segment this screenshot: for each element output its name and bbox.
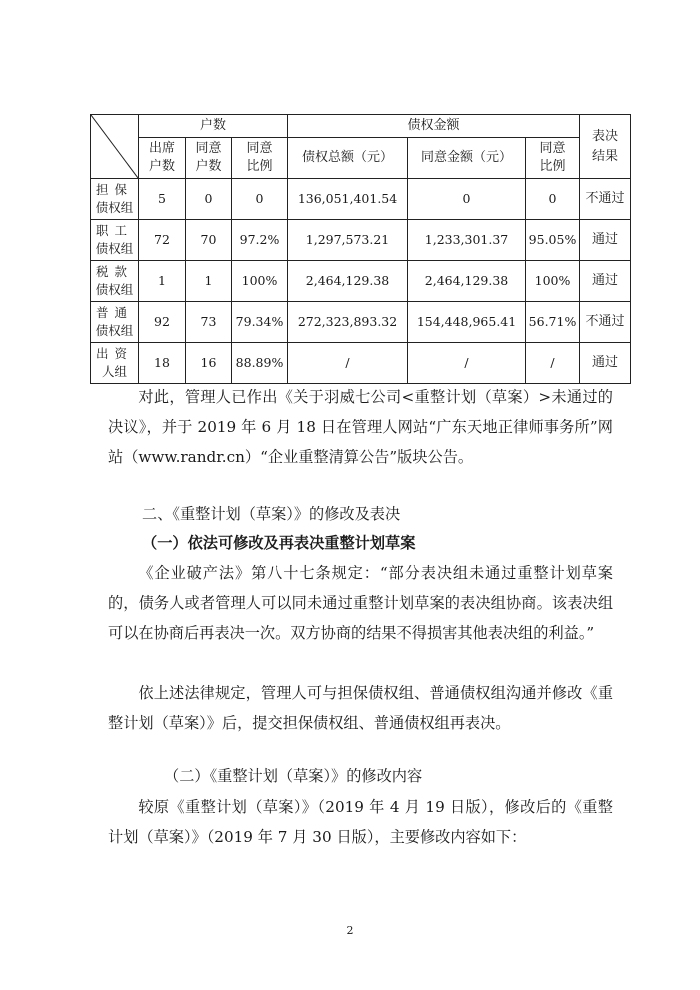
table-row: [91, 261, 631, 302]
present-households-header-text: 出席户数: [148, 141, 175, 174]
total-cell: 136,051,401.54: [288, 179, 408, 220]
agreed-cell: 0: [186, 179, 232, 220]
agreed-amount-cell: 0: [408, 179, 526, 220]
amount-ratio-cell: 95.05%: [526, 220, 580, 261]
present-cell: 92: [139, 302, 186, 343]
subsection-heading-2: （二）《重整计划（草案）》的修改内容: [164, 767, 423, 785]
agreed-amount-cell: 1,233,301.37: [408, 220, 526, 261]
claim-total-header: 债权总额（元）: [288, 138, 408, 179]
result-header: [580, 115, 631, 179]
ratio-cell: 79.34%: [232, 302, 288, 343]
total-cell: 272,323,893.32: [288, 302, 408, 343]
present-cell: 1: [139, 261, 186, 302]
ratio-cell: 100%: [232, 261, 288, 302]
present-households-header: [139, 138, 186, 179]
agreed-households-header-text: 同意户数: [195, 141, 222, 174]
paragraph-revision-plan: 依上述法律规定，管理人可与担保债权组、普通债权组沟通并修改《重整计划（草案）》后，提交担保债权组、普通债权组再表决。: [108, 684, 613, 732]
amount-ratio-cell: /: [526, 343, 580, 384]
group-name-line1: 担保: [95, 182, 133, 197]
group-name-line1: 普通: [95, 305, 133, 320]
total-cell: 2,464,129.38: [288, 261, 408, 302]
ratio-cell: 97.2%: [232, 220, 288, 261]
agreed-households-header: [186, 138, 232, 179]
present-cell: 5: [139, 179, 186, 220]
amount-ratio-header: [526, 138, 580, 179]
group-name-line2: 人组: [101, 364, 127, 379]
group-name-line1: 税款: [95, 264, 133, 279]
agreed-amount-cell: 2,464,129.38: [408, 261, 526, 302]
agreed-cell: 1: [186, 261, 232, 302]
group-cell: [91, 220, 139, 261]
household-count-header: 户数: [139, 115, 288, 138]
agreed-cell: 73: [186, 302, 232, 343]
group-cell: [91, 179, 139, 220]
group-cell: [91, 343, 139, 384]
group-name-line2: 债权组: [95, 200, 134, 215]
group-name-line1: 出资: [95, 346, 133, 361]
total-cell: /: [288, 343, 408, 384]
paragraph-announcement: 对此，管理人已作出《关于羽威七公司<重整计划（草案）>未通过的决议》，并于 2019 年 6 月 18 日在管理人网站“广东天地正律师事务所”网站（www.randr.cn）“企业重整清算公告”版块公告。: [108, 388, 613, 466]
agreed-amount-cell: 154,448,965.41: [408, 302, 526, 343]
result-cell: 通过: [580, 261, 631, 302]
household-ratio-header-text: 同意比例: [246, 141, 273, 174]
group-name-line1: 职工: [95, 223, 133, 238]
vote-result-table: [90, 114, 631, 384]
table-row: [91, 179, 631, 220]
amount-ratio-cell: 0: [526, 179, 580, 220]
group-name-line2: 债权组: [95, 282, 134, 297]
agreed-amount-header: 同意金额（元）: [408, 138, 526, 179]
result-cell: 不通过: [580, 302, 631, 343]
page-number: 2: [346, 924, 354, 937]
amount-ratio-header-text: 同意比例: [539, 141, 566, 174]
agreed-cell: 70: [186, 220, 232, 261]
present-cell: 72: [139, 220, 186, 261]
table-row: [91, 220, 631, 261]
subsection-heading-1: （一）依法可修改及再表决重整计划草案: [142, 534, 416, 552]
agreed-amount-cell: /: [408, 343, 526, 384]
ratio-cell: 88.89%: [232, 343, 288, 384]
claim-amount-header: 债权金额: [288, 115, 580, 138]
section-heading: 二、《重整计划（草案）》的修改及表决: [142, 505, 401, 523]
total-cell: 1,297,573.21: [288, 220, 408, 261]
agreed-cell: 16: [186, 343, 232, 384]
table-row: [91, 302, 631, 343]
table-row: [91, 343, 631, 384]
group-cell: [91, 302, 139, 343]
result-cell: 不通过: [580, 179, 631, 220]
result-header-text: 表决结果: [592, 128, 619, 164]
present-cell: 18: [139, 343, 186, 384]
ratio-cell: 0: [232, 179, 288, 220]
result-cell: 通过: [580, 220, 631, 261]
result-cell: 通过: [580, 343, 631, 384]
paragraph-revision-content: 较原《重整计划（草案）》（2019 年 4 月 19 日版），修改后的《重整计划（草案）》（2019 年 7 月 30 日版），主要修改内容如下：: [108, 798, 613, 846]
amount-ratio-cell: 56.71%: [526, 302, 580, 343]
group-name-line2: 债权组: [95, 323, 134, 338]
paragraph-law-article: 《企业破产法》第八十七条规定：“部分表决组未通过重整计划草案的，债务人或者管理人可以同未通过重整计划草案的表决组协商。该表决组可以在协商后再表决一次。双方协商的结果不得损害其他表决组的利益。”: [108, 564, 613, 642]
amount-ratio-cell: 100%: [526, 261, 580, 302]
household-ratio-header: [232, 138, 288, 179]
group-name-line2: 债权组: [95, 241, 134, 256]
group-cell: [91, 261, 139, 302]
diagonal-header-cell: [91, 115, 139, 179]
